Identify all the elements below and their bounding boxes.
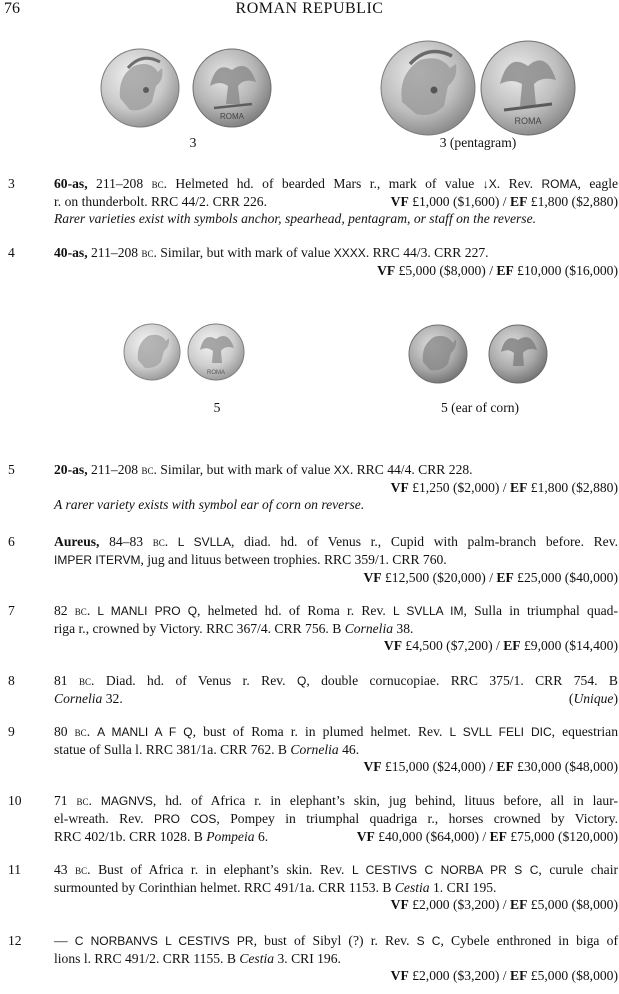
era-label: bc [74, 725, 87, 739]
catalogue-number: 12 [8, 933, 22, 948]
grade-label: EF [496, 570, 514, 585]
text-run: , equestrian [551, 724, 618, 739]
text-run: £15,000 ($24,000) / [381, 759, 497, 774]
entry-text [54, 829, 268, 844]
variety-note: A rarer variety exists with symbol ear of corn on reverse. [54, 497, 365, 512]
text-run: lions l. RRC 491/2. CRR 1155. B [54, 951, 240, 966]
catalogue-number: 7 [8, 603, 15, 618]
text-run: , hd. of Africa r. in elephant’s skin, jug behind, lituus before, all in laur- [152, 793, 618, 808]
italic-text: Pompeia [206, 829, 255, 844]
italic-text: Cornelia [54, 691, 103, 706]
text-run: . Rev. [496, 176, 542, 191]
coin-legend: XX [333, 463, 350, 477]
price-line [54, 758, 618, 775]
entry-line [54, 861, 618, 879]
text-run: RRC 402/1b. CRR 1028. B [54, 829, 207, 844]
coin-legend: C NORBANVS L CESTIVS PR [74, 934, 254, 948]
grade-label: VF [390, 968, 409, 983]
price-line [54, 896, 618, 913]
text-run: , curule chair [538, 862, 618, 877]
italic-text: Cornelia [290, 742, 339, 757]
text-run: £5,000 ($8,000) / [395, 263, 497, 278]
coin-legend: XXXX [333, 246, 366, 260]
text-run: riga r., crowned by Victory. RRC 367/4. CRR 756. B [54, 621, 345, 636]
grade-label: EF [510, 194, 528, 209]
text-run: ) [613, 691, 618, 706]
catalogue-entry [54, 244, 618, 279]
entry-line [54, 741, 618, 758]
text-run: 1. CRI 195. [429, 880, 497, 895]
grade-label: VF [377, 263, 396, 278]
grade-label: EF [503, 638, 521, 653]
text-run: 211–208 [87, 176, 152, 191]
grade-label: EF [496, 263, 514, 278]
figure-caption: 5 (ear of corn) [440, 400, 520, 415]
entry-line [54, 551, 618, 569]
text-run: 6. [254, 829, 269, 844]
text-run: . Similar, but with mark of value [153, 245, 334, 260]
grade-label: VF [390, 897, 409, 912]
text-run: 43 [54, 862, 76, 877]
text-run: . [86, 724, 98, 739]
text-run: . [88, 793, 101, 808]
text-run: 81 [54, 673, 79, 688]
coin-legend: Q [296, 674, 307, 688]
italic-text: Cestia [394, 880, 430, 895]
variety-note: Rarer varieties exist with symbols anchor, spearhead, pentagram, or staff on the reverse. [54, 211, 537, 226]
text-run: £1,000 ($1,600) / [408, 194, 510, 209]
entry-line [54, 602, 618, 620]
grade-label: VF [356, 829, 375, 844]
entry-line [54, 723, 618, 741]
grade-label: EF [510, 968, 528, 983]
grade-label: VF [390, 480, 409, 495]
coin-eagle-icon [188, 324, 244, 380]
era-label: bc [141, 463, 154, 477]
text-run: , bust of Sibyl (?) r. Rev. [253, 933, 417, 948]
entry-line [54, 620, 618, 637]
text-run: , diad. hd. of Venus r., Cupid with palm-branch before. Rev. [230, 534, 619, 549]
era-label: bc [79, 674, 92, 688]
text-run: 32. [102, 691, 123, 706]
catalogue-number: 4 [8, 245, 15, 260]
text-run: r. on thunderbolt. RRC 44/2. CRR 226. [54, 194, 267, 209]
entry-line [54, 932, 618, 950]
catalogue-number: 11 [8, 862, 22, 877]
coin-helmeted-mars-icon [409, 325, 467, 383]
text-run: £10,000 ($16,000) [513, 263, 618, 278]
text-run: 71 [54, 793, 77, 808]
coin-reverse-legend: ROMA [514, 116, 542, 126]
text-run: 82 [54, 603, 75, 618]
entry-line [54, 792, 618, 810]
entry-line [54, 672, 618, 690]
text-run: £30,000 ($48,000) [513, 759, 618, 774]
text-run: , eagle [577, 176, 619, 191]
catalogue-entry [54, 672, 618, 707]
text-run: , bust of Roma r. in plumed helmet. Rev. [192, 724, 450, 739]
text-run: el-wreath. Rev. [54, 811, 155, 826]
entry-line [54, 175, 618, 193]
catalogue-entry [54, 602, 618, 654]
text-run: £4,500 ($7,200) / [402, 638, 504, 653]
italic-text: Unique [573, 691, 614, 706]
catalogue-number: 5 [8, 462, 15, 477]
catalogue-number: 3 [8, 176, 15, 191]
entry-text [54, 194, 267, 209]
text-run: £75,000 ($120,000) [506, 829, 618, 844]
rarity-label [569, 690, 618, 707]
grade-label: EF [489, 829, 507, 844]
coin-legend: ↓X [482, 177, 497, 191]
text-run: . RRC 44/3. CRR 227. [365, 245, 489, 260]
catalogue-entry [54, 461, 618, 513]
grade-label: VF [383, 638, 402, 653]
text-run: £1,800 ($2,880) [527, 480, 618, 495]
era-label: bc [141, 246, 154, 260]
price-line [54, 262, 618, 279]
text-run: 211–208 [87, 245, 142, 260]
text-run: — [54, 933, 75, 948]
text-run: 38. [393, 621, 414, 636]
text-run: ( [568, 691, 574, 706]
page-header [0, 0, 619, 20]
text-run: . [164, 534, 178, 549]
coin-legend: L MANLI PRO Q [97, 604, 198, 618]
entry-line [54, 690, 618, 707]
coin-plate-3 [98, 46, 274, 130]
coin-legend: L SVLL FELI DIC [449, 725, 552, 739]
entry-line [54, 828, 618, 845]
price-line [391, 193, 618, 210]
entry-line [54, 879, 618, 896]
era-label: bc [151, 177, 164, 191]
text-run: . RRC 44/4. CRR 228. [349, 462, 473, 477]
grade-label: EF [496, 759, 514, 774]
grade-label: EF [510, 897, 528, 912]
coin-legend: L SVLLA [177, 535, 231, 549]
text-run: £5,000 ($8,000) [527, 897, 618, 912]
grade-label: 20-as, [54, 462, 88, 477]
coin-legend: L CESTIVS C NORBA PR S C [351, 863, 539, 877]
catalogue-entry [54, 175, 618, 227]
coin-legend: MAGNVS [100, 794, 153, 808]
coin-eagle-icon [481, 41, 575, 135]
page-number: 76 [4, 0, 20, 17]
text-run: , Pompey in triumphal quadriga r., horses crowned by Victory. [216, 811, 618, 826]
catalogue-entry [54, 723, 618, 775]
grade-label: VF [363, 759, 382, 774]
text-run: . Similar, but with mark of value [153, 462, 334, 477]
coin-helmeted-mars-icon [124, 324, 180, 380]
coin-helmeted-mars-icon [381, 41, 475, 135]
coin-legend: S C [416, 934, 441, 948]
coin-legend: A MANLI A F Q [97, 725, 193, 739]
coin-plate-5 [122, 322, 248, 382]
figure-caption: 5 [213, 400, 221, 415]
entry-line [54, 244, 618, 262]
text-run: . Diad. hd. of Venus r. Rev. [91, 673, 297, 688]
catalogue-entry [54, 533, 618, 586]
text-run: 46. [338, 742, 360, 757]
text-run: £25,000 ($40,000) [513, 570, 618, 585]
coin-plate-3-pentagram [378, 38, 578, 138]
text-run: , helmeted hd. of Roma r. Rev. [197, 603, 393, 618]
coin-eagle-icon [489, 325, 547, 383]
text-run: . [86, 603, 98, 618]
text-run: £1,800 ($2,880) [527, 194, 618, 209]
catalogue-number: 6 [8, 534, 15, 549]
text-run: 3. CRI 196. [274, 951, 341, 966]
text-run: £2,000 ($3,200) / [408, 897, 510, 912]
catalogue-entry [54, 932, 618, 984]
coin-plate-5-ear-of-corn [408, 324, 550, 384]
era-label: bc [76, 794, 89, 808]
entry-line [54, 461, 618, 479]
price-line [357, 828, 618, 845]
coin-eagle-icon [193, 49, 271, 127]
coin-legend: IMPER ITERVM [54, 553, 141, 567]
text-run: , double cornucopiae. RRC 375/1. CRR 754. B [306, 673, 618, 688]
grade-label: Aureus, [54, 534, 100, 549]
grade-label: 60-as, [54, 176, 88, 191]
text-run: £5,000 ($8,000) [527, 968, 618, 983]
grade-label: VF [363, 570, 382, 585]
era-label: bc [74, 604, 87, 618]
grade-label: EF [510, 480, 528, 495]
entry-text [54, 691, 123, 706]
coin-legend: L SVLLA IM [392, 604, 464, 618]
coin-legend: PRO COS [154, 812, 217, 826]
figure-caption: 3 (pentagram) [439, 135, 517, 150]
italic-text: Cestia [239, 951, 275, 966]
running-title: ROMAN REPUBLIC [235, 0, 384, 17]
figure-caption: 3 [189, 135, 197, 150]
text-run: surmounted by Corinthian helmet. RRC 491/1a. CRR 1153. B [54, 880, 395, 895]
text-run: , Cybele enthroned in biga of [440, 933, 618, 948]
text-run: . Helmeted hd. of bearded Mars r., mark of value [163, 176, 483, 191]
catalogue-number: 10 [8, 793, 22, 808]
catalogue-entry [54, 792, 618, 845]
italic-text: Cornelia [344, 621, 394, 636]
catalogue-number: 9 [8, 724, 15, 739]
era-label: bc [75, 863, 88, 877]
text-run: £40,000 ($64,000) / [374, 829, 490, 844]
catalogue-entry [54, 861, 618, 913]
text-run: £1,250 ($2,000) / [408, 480, 510, 495]
text-run: £2,000 ($3,200) / [408, 968, 510, 983]
price-line [54, 637, 618, 654]
price-line [54, 569, 618, 586]
entry-line [54, 810, 618, 828]
text-run: , jug and lituus between trophies. RRC 359/1. CRR 760. [140, 552, 447, 567]
grade-label: 40-as, [54, 245, 88, 260]
text-run: . Bust of Africa r. in elephant’s skin. Rev. [87, 862, 352, 877]
price-line [54, 479, 618, 496]
price-line [54, 967, 618, 984]
entry-line [54, 533, 618, 551]
grade-label: VF [390, 194, 409, 209]
text-run: 211–208 [87, 462, 142, 477]
coin-helmeted-mars-icon [101, 49, 179, 127]
text-run: 84–83 [99, 534, 153, 549]
text-run: 80 [54, 724, 75, 739]
entry-line [54, 950, 618, 967]
coin-legend: ROMA [541, 177, 578, 191]
catalogue-number: 8 [8, 673, 15, 688]
coin-reverse-legend: ROMA [207, 370, 225, 376]
text-run: £12,500 ($20,000) / [381, 570, 497, 585]
text-run: statue of Sulla l. RRC 381/1a. CRR 762. B [54, 742, 291, 757]
coin-reverse-legend: ROMA [220, 112, 244, 121]
entry-line [54, 193, 618, 210]
era-label: bc [152, 535, 165, 549]
text-run: £9,000 ($14,400) [520, 638, 618, 653]
text-run: , Sulla in triumphal quad- [463, 603, 618, 618]
